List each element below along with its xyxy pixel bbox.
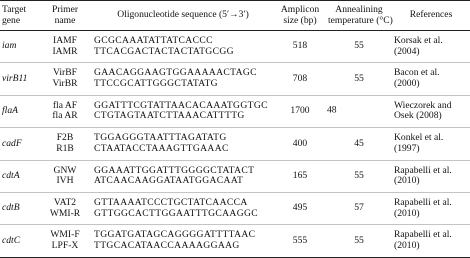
table-row	[0, 192, 470, 224]
annealing-temperature-cell: 57	[326, 192, 392, 224]
gene-cell: flaA	[0, 95, 38, 127]
primer-name-cell: F2B R1B	[38, 128, 92, 160]
gene-cell: virB11	[0, 63, 38, 95]
annealing-temperature-cell: 45	[326, 128, 392, 160]
table-row	[0, 225, 470, 257]
reference-cell: Wieczorek and Osek (2008)	[392, 95, 470, 127]
primer-name-cell: VirBF VirBR	[38, 63, 92, 95]
amplicon-size-cell: 518	[274, 31, 326, 63]
amplicon-size-cell: 555	[274, 225, 326, 257]
header-annealing-temperature: Annealining temperature (°C)	[326, 1, 392, 31]
sequence-cell: GGAAATTGGATTTGGGGCTATACT ATCAACAAGGATAATGGACAAT	[92, 160, 274, 192]
header-row	[0, 1, 470, 31]
annealing-temperature-cell: 55	[326, 63, 392, 95]
annealing-temperature-cell: 55	[326, 31, 392, 63]
sequence-cell: TGGAGGGTAATTTAGATATG CTAATACCTAAAGTTGAAAC	[92, 128, 274, 160]
gene-cell: cdtB	[0, 192, 38, 224]
amplicon-size-cell: 708	[274, 63, 326, 95]
primer-name-cell: GNW IVH	[38, 160, 92, 192]
table-row	[0, 160, 470, 192]
sequence-cell: GCGCAAATATTATCACCC TTCACGACTACTACTATGCGG	[92, 31, 274, 63]
table-row	[0, 95, 470, 127]
sequence-cell: GGATTTCGTATTAACACAAATGGTGC CTGTAGTAATCTTAAACATTTTG	[92, 95, 274, 127]
table-body	[0, 31, 470, 258]
annealing-temperature-cell: 55	[326, 160, 392, 192]
header-sequence: Oligonucleotide sequence (5′→3′)	[92, 1, 274, 31]
gene-cell: cadF	[0, 128, 38, 160]
table-row	[0, 31, 470, 63]
amplicon-size-cell: 400	[274, 128, 326, 160]
primer-name-cell: VAT2 WMI-R	[38, 192, 92, 224]
reference-cell: Konkel et al. (1997)	[392, 128, 470, 160]
primer-name-cell: IAMF IAMR	[38, 31, 92, 63]
header-amplicon-size: Amplicon size (bp)	[274, 1, 326, 31]
header-primer-name: Primer name	[38, 1, 92, 31]
sequence-cell: GTTAAAATCCCTGCTATCAACCA GTTGGCACTTGGAATTTGCAAGGC	[92, 192, 274, 224]
reference-cell: Rapabelli et al. (2010)	[392, 225, 470, 257]
gene-cell: cdtC	[0, 225, 38, 257]
annealing-temperature-cell: 55	[326, 225, 392, 257]
primer-name-cell: fla AF fla AR	[38, 95, 92, 127]
reference-cell: Rapabelli et al. (2010)	[392, 192, 470, 224]
amplicon-size-cell: 1700	[274, 95, 326, 127]
header-references: References	[392, 1, 470, 31]
table-row	[0, 128, 470, 160]
gene-cell: cdtA	[0, 160, 38, 192]
annealing-temperature-cell: 48	[326, 95, 392, 127]
reference-cell: Korsak et al. (2004)	[392, 31, 470, 63]
table-row	[0, 63, 470, 95]
reference-cell: Rapabelli et al. (2010)	[392, 160, 470, 192]
gene-cell: iam	[0, 31, 38, 63]
primer-name-cell: WMI-F LPF-X	[38, 225, 92, 257]
header-target-gene: Target gene	[0, 1, 38, 31]
amplicon-size-cell: 495	[274, 192, 326, 224]
amplicon-size-cell: 165	[274, 160, 326, 192]
sequence-cell: TGGATGATAGCAGGGGATTTTAAC TTGCACATAACCAAAAGGAAG	[92, 225, 274, 257]
sequence-cell: GAACAGGAAGTGGAAAAACTAGC TTCCGCATTGGGCTATATG	[92, 63, 274, 95]
reference-cell: Bacon et al. (2000)	[392, 63, 470, 95]
